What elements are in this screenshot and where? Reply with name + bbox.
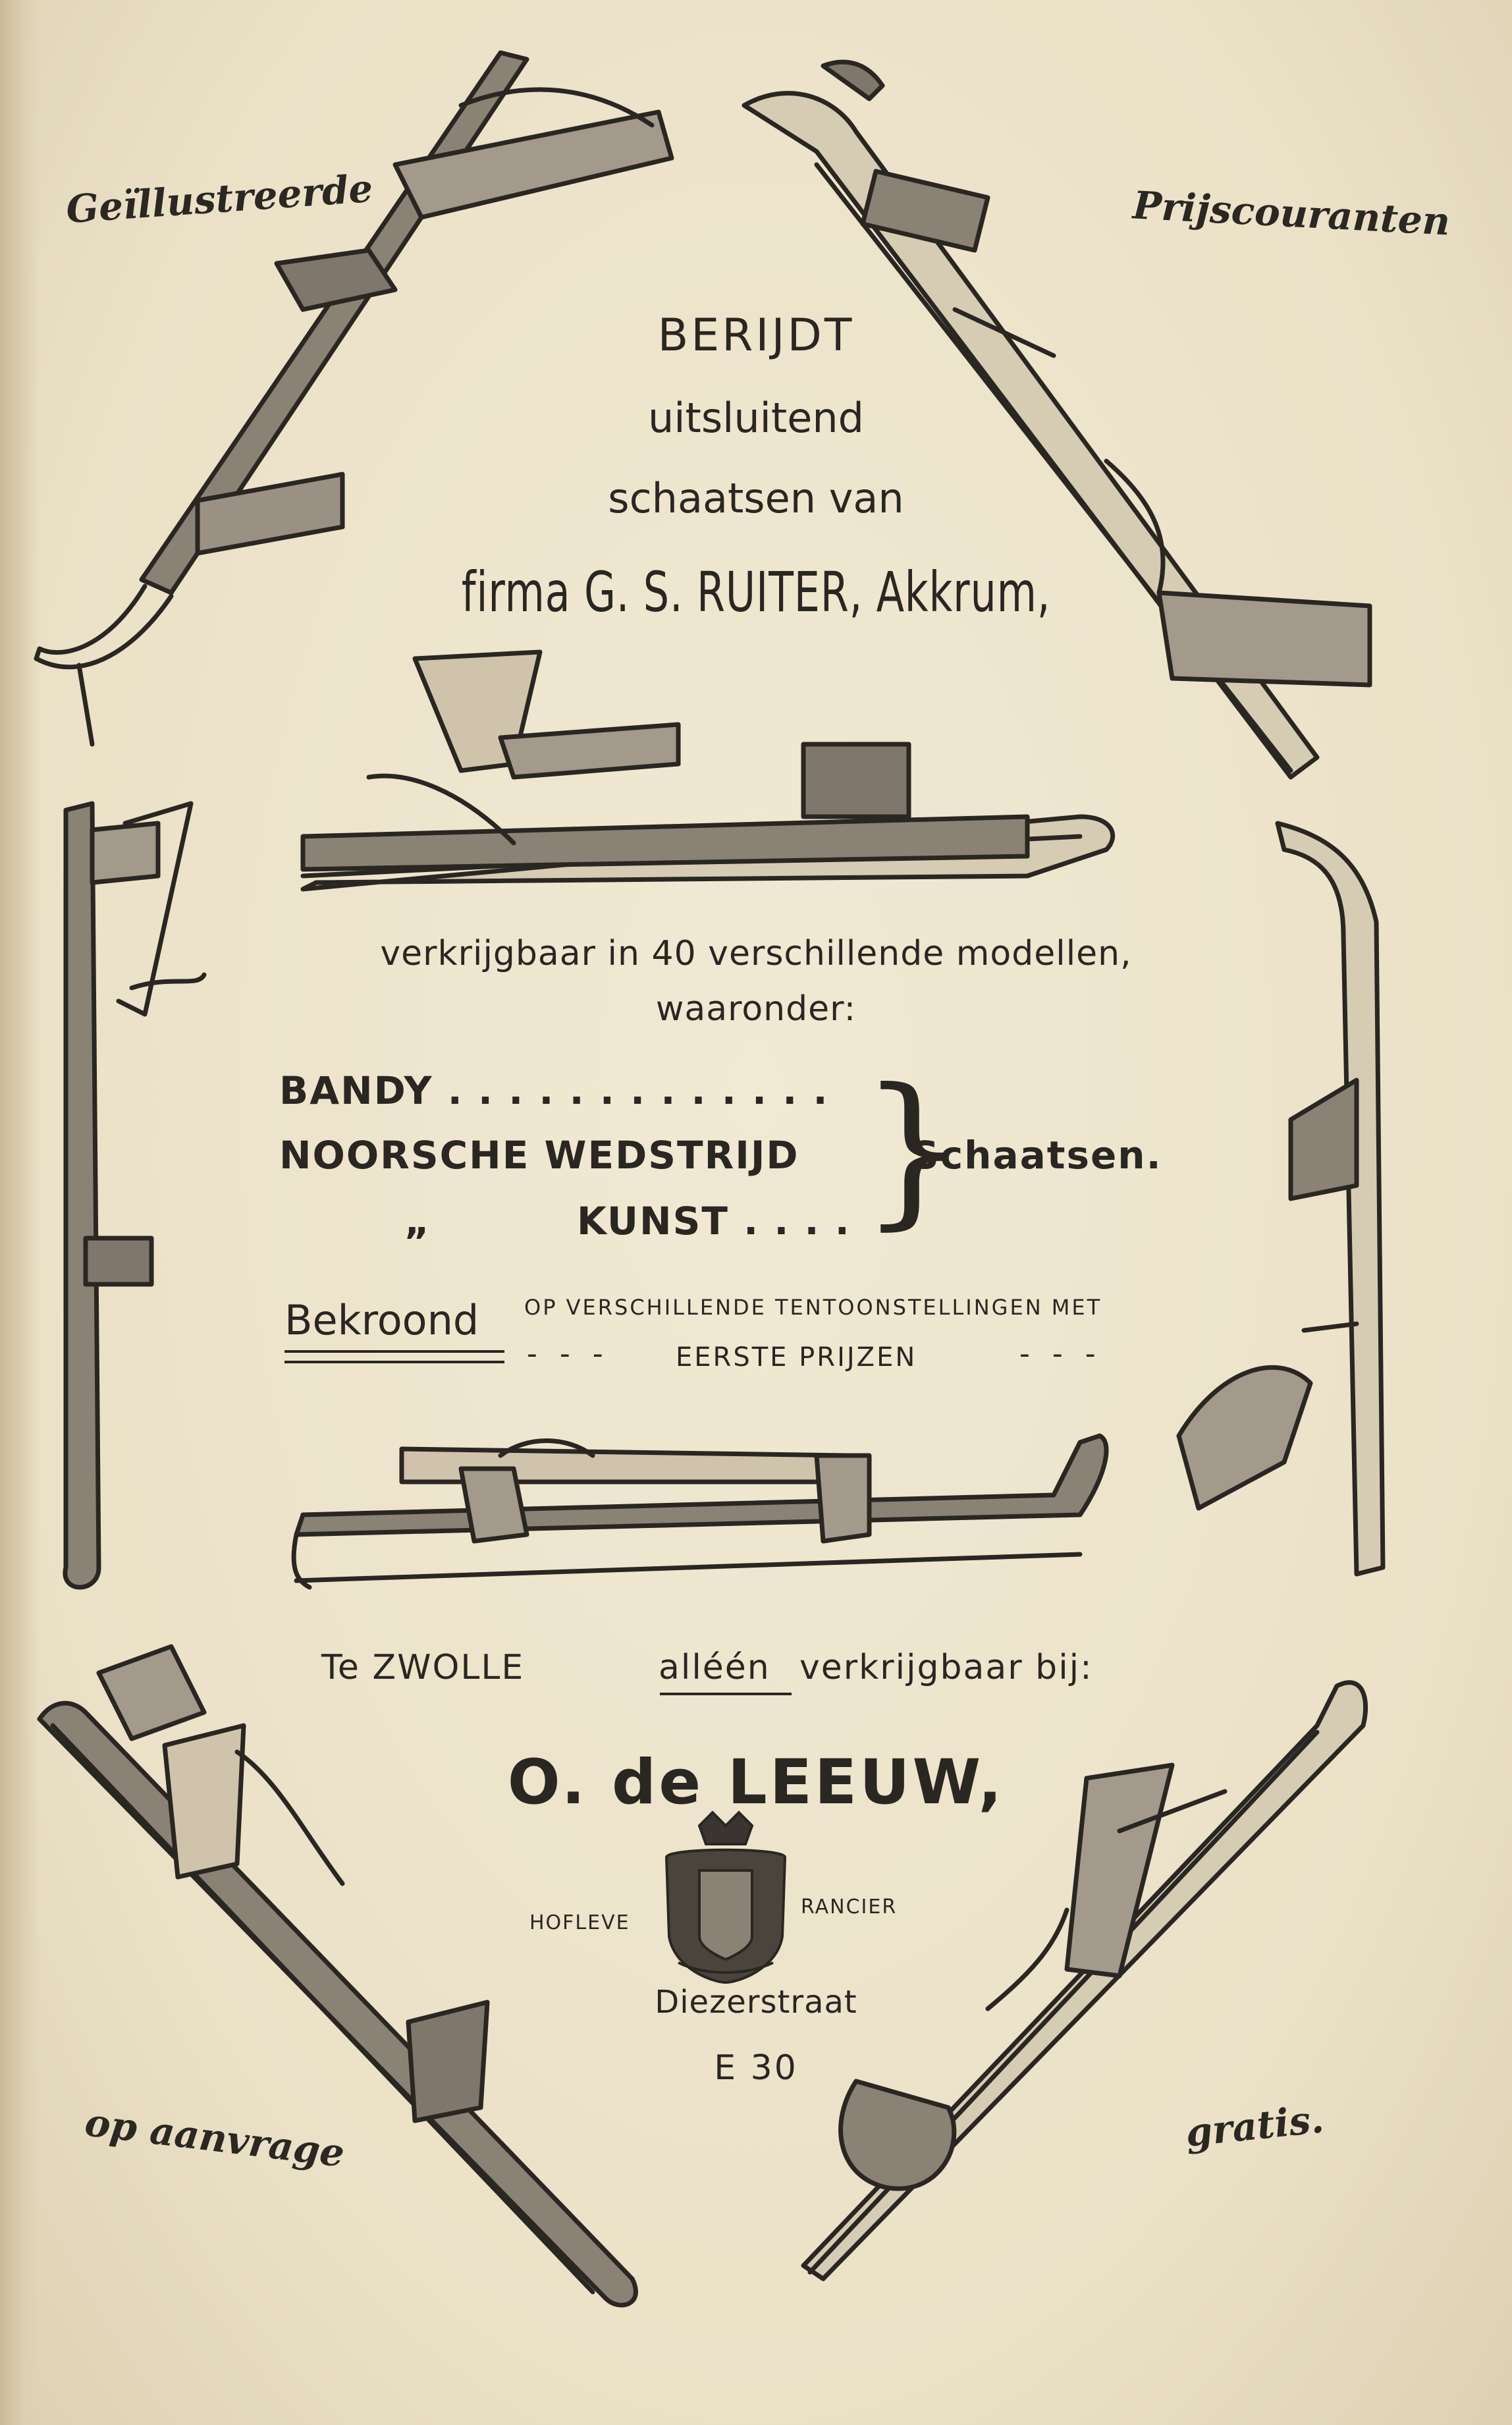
skate-bottom-left xyxy=(40,1647,635,2305)
skate-left-vertical xyxy=(65,804,204,1587)
skate-lower-horizontal xyxy=(294,1436,1106,1587)
award-bekroond: Bekroond xyxy=(284,1296,479,1344)
model-noorsche-wedstrijd: NOORSCHE WEDSTRIJD xyxy=(279,1133,799,1178)
model-bandy: BANDY . . . . . . . . . . . . . xyxy=(279,1068,829,1113)
award-eerste-prijzen: EERSTE PRIJZEN xyxy=(676,1342,917,1373)
award-exhibitions-line: OP VERSCHILLENDE TENTOONSTELLINGEN MET xyxy=(524,1295,1102,1320)
corner-top-right-caption: Prijscouranten xyxy=(1131,182,1451,244)
award-dashes-left: - - - xyxy=(527,1337,610,1371)
dealer-house-number: E 30 xyxy=(714,2048,798,2088)
dealer-line-alleen: alléén xyxy=(659,1648,770,1687)
dealer-title-right: RANCIER xyxy=(801,1895,898,1919)
dealer-line-verkrijgbaar: verkrijgbaar bij: xyxy=(799,1648,1093,1687)
model-ditto-mark: „ xyxy=(404,1199,431,1243)
corner-top-left-caption: Geïllustreerde xyxy=(65,165,375,232)
award-dashes-right: - - - xyxy=(1019,1337,1102,1371)
availability-line: verkrijgbaar in 40 verschillende modellen, xyxy=(380,934,1132,973)
dealer-street: Diezerstraat xyxy=(655,1984,857,2021)
header-berijdt: BERIJDT xyxy=(657,310,855,362)
royal-coat-of-arms xyxy=(666,1812,785,1982)
header-firm-name: firma G. S. RUITER, Akkrum, xyxy=(461,560,1051,624)
skate-upper-horizontal xyxy=(303,652,1113,889)
models-suffix-schaatsen: Schaatsen. xyxy=(911,1133,1162,1178)
header-uitsluitend: uitsluitend xyxy=(648,394,864,442)
dealer-title-left: HOFLEVE xyxy=(529,1911,630,1934)
corner-bottom-right-caption: gratis. xyxy=(1183,2096,1326,2156)
availability-waaronder: waaronder: xyxy=(655,989,857,1029)
model-kunst: KUNST . . . . xyxy=(577,1199,851,1243)
corner-bottom-left-caption: op aanvrage xyxy=(82,2100,347,2176)
models-brace: } xyxy=(860,1053,965,1245)
dealer-name: O. de LEEUW, xyxy=(507,1747,1005,1818)
dealer-line-te-zwolle: Te ZWOLLE xyxy=(321,1648,525,1687)
header-schaatsen-van: schaatsen van xyxy=(608,474,904,522)
